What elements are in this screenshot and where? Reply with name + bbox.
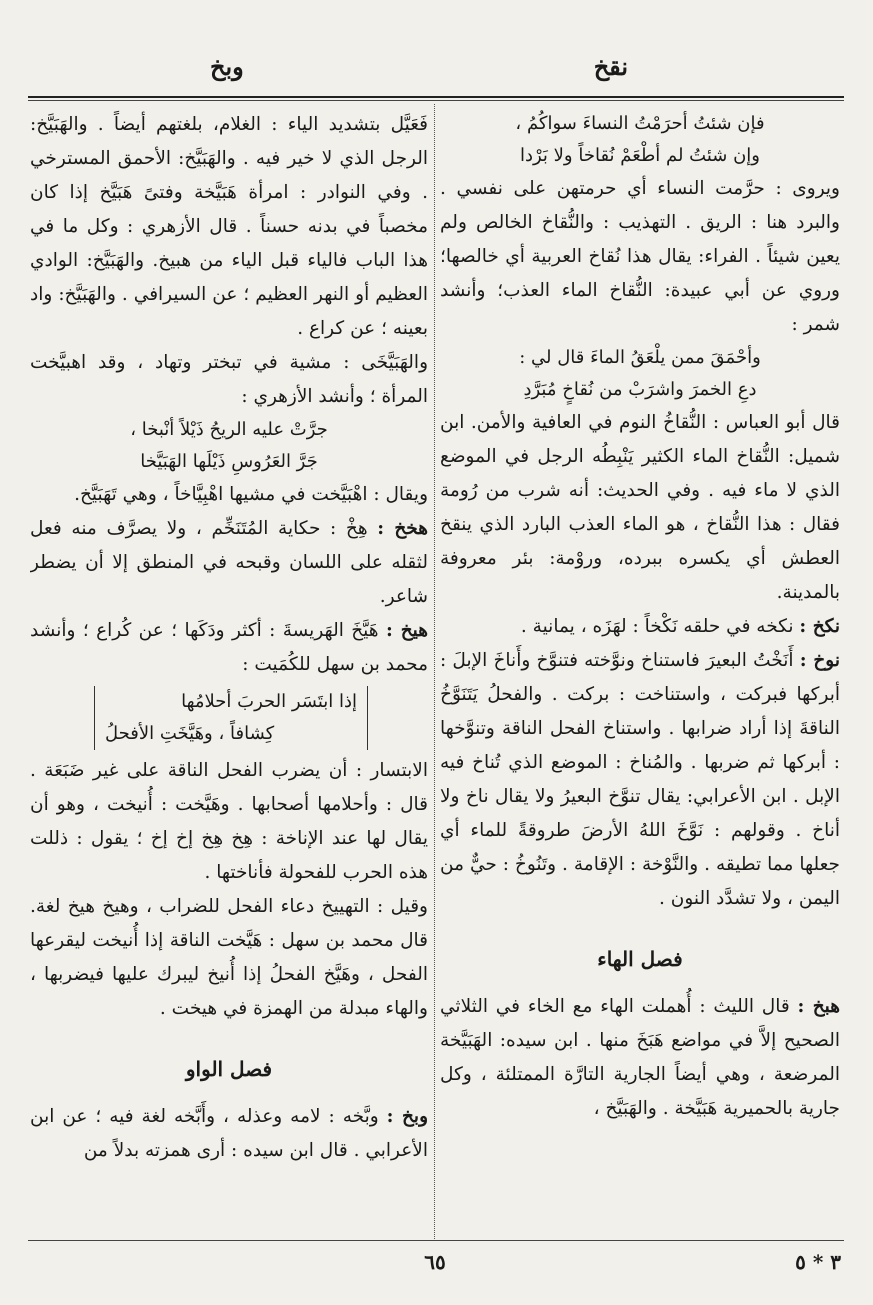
entry-text: هَيَّخَ الهَريسةَ : أكثر ودَكَها ؛ عن كُراع ؛ وأنشد محمد بن سهل للكُمَيت : bbox=[30, 620, 428, 675]
entry-text: وبَّخه : لامه وعذله ، وأَبَّخه لغة فيه ؛ عن ابن الأعرابي . قال ابن سيده : أرى همزته بدلاً من bbox=[30, 1106, 428, 1161]
verse-line: كِشافاً ، وهَيَّخَتِ الأفحلُ bbox=[105, 723, 275, 744]
header-headword-left: وبخ bbox=[210, 52, 244, 81]
entry-hbkh bbox=[440, 990, 840, 1126]
entry-text: هِخْ : حكاية المُتَنَخِّم ، ولا يصرَّف منه فعل لثقله على اللسان وقبحه في المنطق إلا أن يضطر شاعر. bbox=[30, 518, 428, 607]
verse-line: جَرَّ العَرُوسِ ذَيْلَها الهَبَيَّخا bbox=[140, 451, 318, 472]
entry-headword: هخخ : bbox=[377, 518, 428, 539]
verse-line: وإن شئتُ لم أطْعَمْ نُقاخاً ولا بَرْدا bbox=[519, 145, 760, 166]
verse-line: وأحْمَقَ ممن يلْعَقُ الماءَ قال لي : bbox=[519, 347, 761, 368]
entry-nwkh bbox=[440, 644, 840, 916]
paragraph: وقيل : التهييخ دعاء الفحل للضراب ، وهيخ هيخ لغة. قال محمد بن سهل : هَيَّخت الناقة إذا أُنيخت ليقرعها الفحل ، وهَيَّخ الفحلُ إذا أُنيخ ليبرك عليها فيضربها ، والهاء مبدلة من الهمزة في هيخت . bbox=[30, 896, 428, 1019]
boxed-verse bbox=[94, 686, 368, 750]
entry-text: نكخه في حلقه نَكْخاً : لهَزَه ، يمانية . bbox=[520, 616, 794, 637]
entry-text: قال الليث : أُهملت الهاء مع الخاء في الثلاثي الصحيح إلاَّ في مواضع هَبَخَ منها . ابن سيده: الهَبَيَّخة المرضعة ، وهي أيضاً الجارية التارَّة الممتلئة ، وكل جارية بالحميرية هَبَيَّخة . والهَبَيَّخ ، bbox=[440, 996, 840, 1119]
verse-line: جرَّتْ عليه الريحُ ذَيْلاً أنْبخا ، bbox=[130, 419, 328, 440]
paragraph: فَعَيَّل بتشديد الياء : الغلام، بلغتهم أيضاً . والهَبَيَّخ: الرجل الذي لا خير فيه . والهَبَيَّخ: الأحمق المسترخي . وفي النوادر : امرأة هَبَيَّخة وفتىً هَبَيَّخ إذا كان مخصباً في بدنه حسناً . قال الأزهري : وكل ما في هذا الباب فالياء قبل الياء من هبيخ. والهَبَيَّخ: الوادي العظيم أو النهر العظيم ؛ عن السيرافي . والهَبَيَّخ: واد بعينه ؛ عن كراع . bbox=[30, 114, 428, 339]
entry-headword: وبخ : bbox=[386, 1106, 428, 1127]
paragraph: ويقال : اهْبَيَّخت في مشيها اهْبِيَّاخاً ، وهي تَهَبَيَّخ. bbox=[74, 484, 428, 505]
signature-mark: ٣ * ٥ bbox=[795, 1250, 841, 1274]
section-heading: فصل الواو bbox=[185, 1057, 273, 1081]
entry-headword: نكخ : bbox=[799, 616, 840, 637]
entry-nkh bbox=[440, 610, 840, 644]
entry-text: أَنَخْتُ البعيرَ فاستناخ ونوَّخته فتنوَّخ وأَناخَ الإبلَ : أبركها فبركت ، واستناخت : بركت . والفحلُ يَتَنَوَّخُ الناقةَ إذا أراد ضرابها . واستناخ الفحل الناقة وتنوَّخها : أبركها ثم ضربها . والمُناخ : الموضع الذي تُناخ فيه الإبل . ابن الأعرابي: يقال تنوَّخ البعيرُ ولا يقال ناخ ولا أناخ . وقولهم : نَوَّخَ اللهُ الأرضَ طروقةً للماء أي جعلها مما تطيقه . والنَّوْخة : الإقامة . وتَنُوخُ : حيٌّ من اليمن ، ولا تشدَّد النون . bbox=[440, 650, 840, 909]
page-header bbox=[30, 52, 843, 96]
entry-headword: هيخ : bbox=[385, 620, 428, 641]
paragraph: الابتسار : أن يضرب الفحل الناقة على غير ضَبَعَة . قال : وأحلامها أصحابها . وهَيَّخت : أُنيخت ، وهو أن يقال لها عند الإناخة : هِخ هِخ إخ إخ ؛ يقول : ذللت هذه الحرب للفحولة فأناختها . bbox=[30, 760, 428, 883]
verse-line: دعِ الخمرَ واشرَبْ من نُقاخٍ مُبَرَّدِ bbox=[523, 379, 757, 400]
paragraph: قال أبو العباس : النُّقاخُ النوم في العافية والأمن. ابن شميل: النُّقاخ الماء الكثير يَنْبِطُه الرجل في الموضع الذي لا ماء فيه . وفي الحديث: أنه شرب من رُومة فقال : هذا النُّقاخ ، هو الماء العذب البارد الذي ينقخ العطش أي يكسره ببرده، وروْمة: بئر معروفة بالمدينة. bbox=[440, 412, 840, 603]
entry-hykh bbox=[30, 614, 428, 682]
verse-line: فإن شئتُ أحرَمْتُ النساءَ سواكُمُ ، bbox=[515, 113, 765, 134]
header-rule-thin bbox=[28, 100, 844, 101]
header-rule bbox=[28, 96, 844, 98]
page-number: ٦٥ bbox=[424, 1250, 446, 1274]
header-headword-right: نقخ bbox=[593, 52, 628, 81]
entry-hkhkh bbox=[30, 512, 428, 614]
right-column bbox=[440, 108, 840, 1233]
entry-headword: نوخ : bbox=[799, 650, 840, 671]
verse-line: إذا ابتَسَر الحربَ أحلامُها bbox=[181, 691, 357, 712]
left-column bbox=[30, 108, 428, 1233]
paragraph: ويروى : حرَّمت النساء أي حرمتهن على نفسي . والبرد هنا : الريق . التهذيب : والنُّقاخ الخالص ولم يعين شيئاً . الفراء: يقال هذا نُقاخ العربية أي خالصها؛ وروي عن أبي عبيدة: النُّقاخ الماء العذب؛ وأنشد شمر : bbox=[440, 178, 840, 335]
footer-rule bbox=[28, 1240, 844, 1241]
entry-headword: هبخ : bbox=[797, 996, 840, 1017]
entry-wbkh bbox=[30, 1100, 428, 1168]
paragraph: والهَبَيَّخَى : مشية في تبختر وتهاد ، وقد اهبيَّخت المرأة ؛ وأنشد الأزهري : bbox=[30, 352, 428, 407]
column-separator bbox=[434, 104, 435, 1239]
section-heading: فصل الهاء bbox=[597, 947, 683, 971]
